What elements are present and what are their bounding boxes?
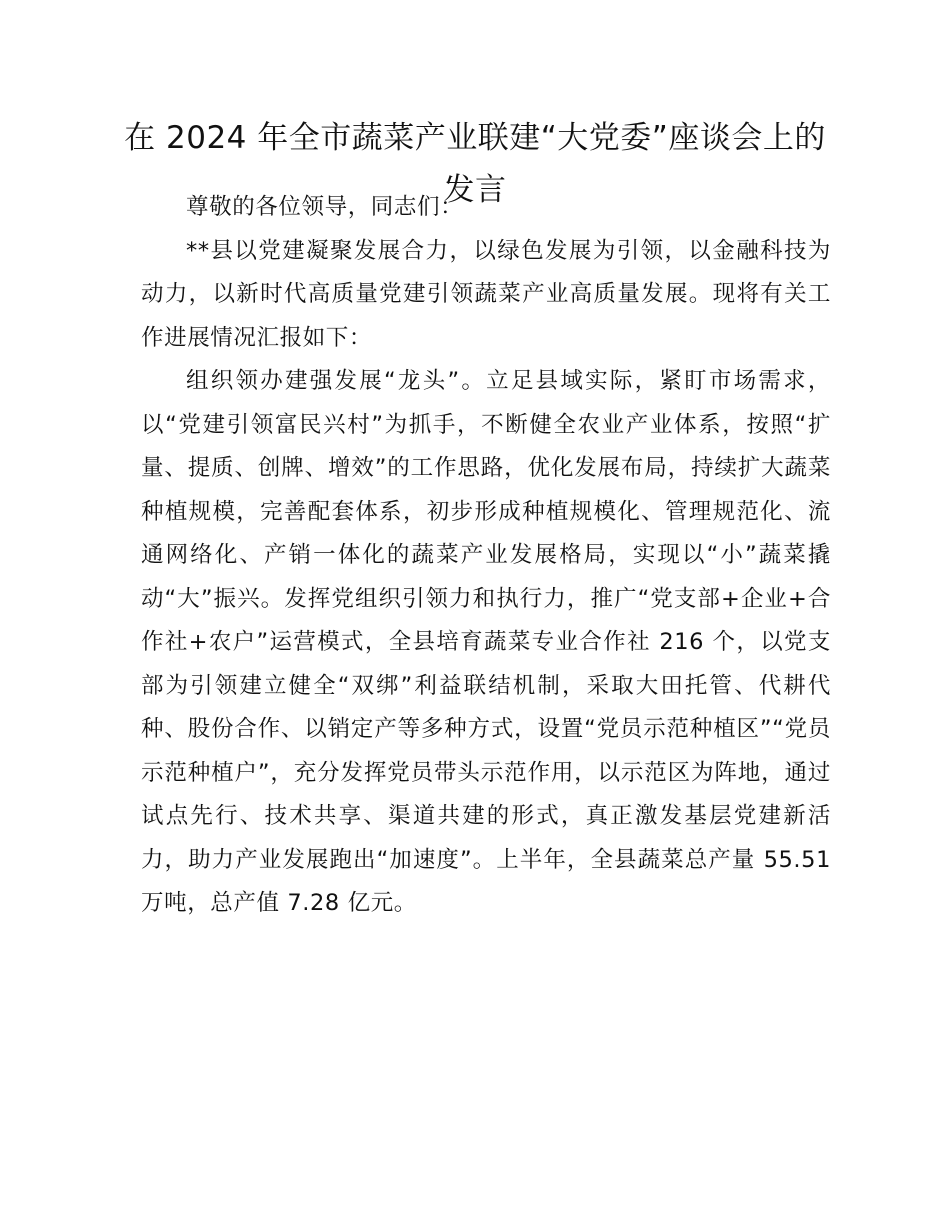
intro-paragraph: **县以党建凝聚发展合力，以绿色发展为引领，以金融科技为动力，以新时代高质量党建引领蔬菜产业高质量发展。现将有关工作进展情况汇报如下：: [141, 237, 831, 351]
document-body: [141, 186, 831, 926]
salutation-paragraph: 尊敬的各位领导，同志们：: [186, 194, 464, 220]
body-paragraph: 组织领办建强发展“龙头”。立足县域实际，紧盯市场需求，以“党建引领富民兴村”为抓手，不断健全农业产业体系，按照“扩量、提质、创牌、增效”的工作思路，优化发展布局，持续扩大蔬菜种植规模，完善配套体系，初步形成种植规模化、管理规范化、流通网络化、产销一体化的蔬菜产业发展格局，实现以“小”蔬菜撬动“大”振兴。发挥党组织引领力和执行力，推广“党支部+企业+合作社+农户”运营模式，全县培育蔬菜专业合作社 216 个，以党支部为引领建立健全“双绑”利益联结机制，采取大田托管、代耕代种、股份合作、以销定产等多种方式，设置“党员示范种植区”“党员示范种植户”，充分发挥党员带头示范作用，以示范区为阵地，通过试点先行、技术共享、渠道共建的形式，真正激发基层党建新活力，助力产业发展跑出“加速度”。上半年，全县蔬菜总产量 55.51 万吨，总产值 7.28 亿元。: [141, 368, 831, 916]
document-title: 在 2024 年全市蔬菜产业联建“大党委”座谈会上的发言: [124, 120, 826, 208]
